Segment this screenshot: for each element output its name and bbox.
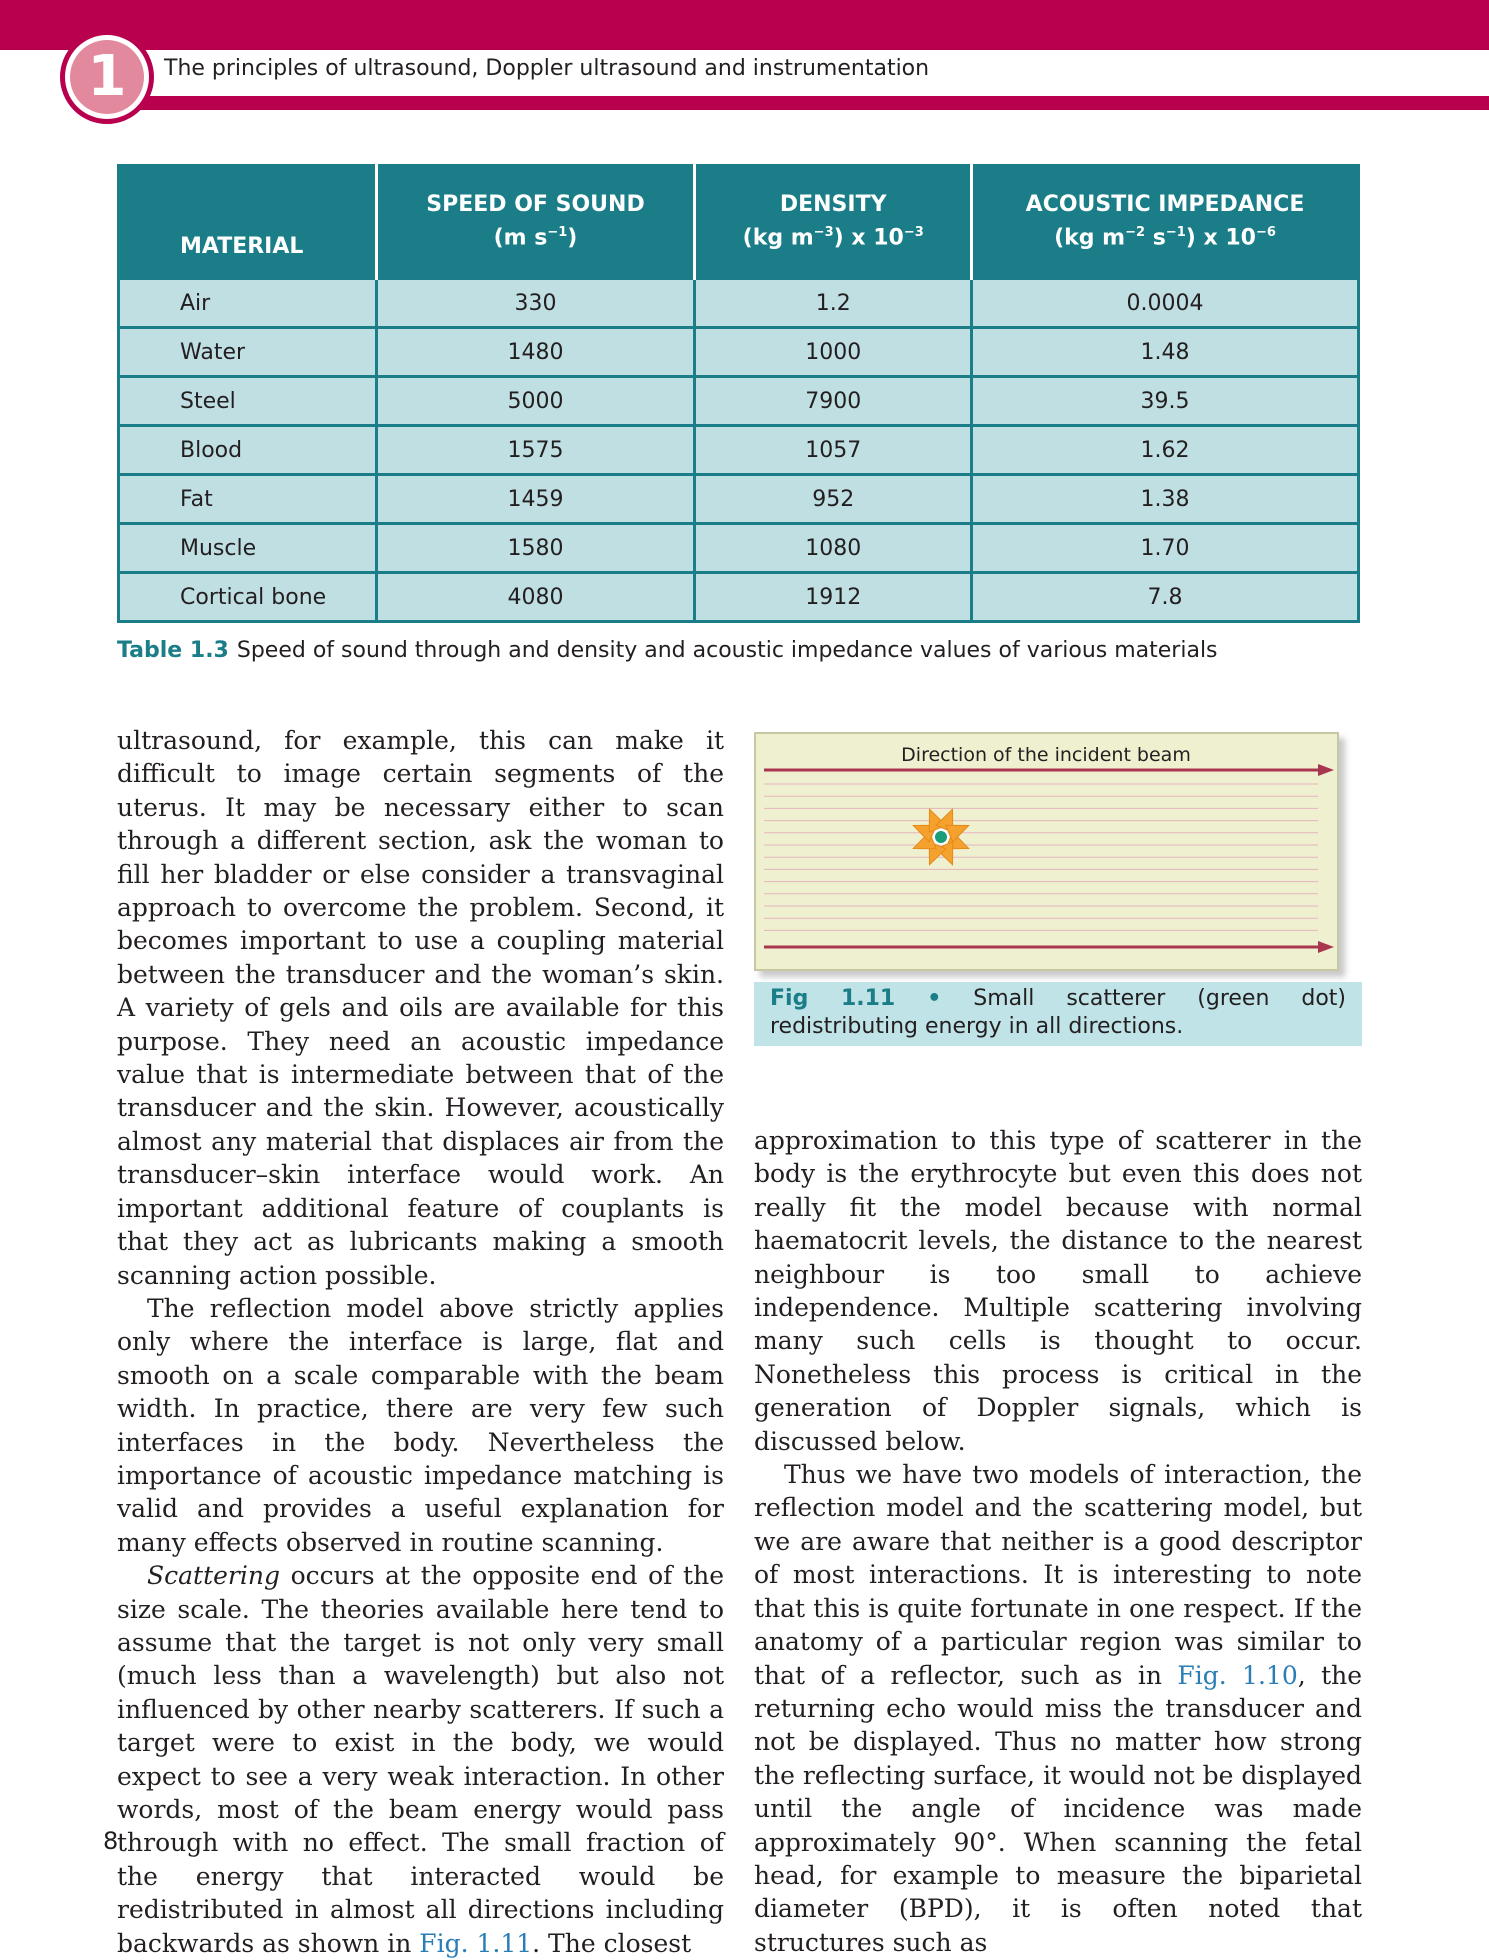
table-cell: 330 (376, 279, 695, 328)
header-material: MATERIAL (119, 166, 377, 279)
table-header-row (119, 166, 1359, 279)
table-cell: 1000 (695, 328, 972, 377)
table-cell: 1575 (376, 426, 695, 475)
table-cell: 7900 (695, 377, 972, 426)
table-cell: 1.70 (972, 524, 1359, 573)
caption-bullet: • (927, 986, 942, 1011)
paragraph: The reflection model above strictly applies only where the interface is large, flat and smooth on a scale comparable with the beam width. In practice, there are very few such interfaces in the body. Nevertheless the importance of acoustic impedance matching is valid and provides a useful explanation for many effects observed in routine scanning. (117, 1293, 724, 1557)
header-density: DENSITY (kg $m^{-3}$) x $10^{-3}$ (695, 166, 972, 279)
figure-scatterer-diagram (754, 732, 1339, 971)
table-cell: 1.2 (695, 279, 972, 328)
table-cell: 5000 (376, 377, 695, 426)
paragraph: ultrasound, for example, this can make it difficult to image certain segments of the uterus. It may be necessary either to scan through a different section, ask the woman to fill her bladder or else consider a transvaginal approach to overcome the problem. Second, it becomes important to use a coupling material between the transducer and the woman’s skin. A variety of gels and oils are available for this purpose. They need an acoustic impedance value that is intermediate between that of the transducer and the skin. However, acoustically almost any material that displaces air from the transducer–skin interface would work. An important additional feature of couplants is that they act as lubricants making a smooth scanning action possible. (117, 726, 724, 1290)
table-cell: 1912 (695, 573, 972, 622)
table-cell: Air (119, 279, 377, 328)
materials-table (117, 164, 1360, 623)
incident-beam-lines (764, 784, 1318, 930)
paragraph: Scattering occurs at the opposite end of the size scale. The theories available here tend to assume that the target is not only very small (much less than a wavelength) but also not influenced by other nearby scatterers. If such a target were to exist in the body, we would expect to see a very weak interaction. In other words, most of the beam energy would pass through with no effect. The small fraction of the energy that interacted would be redistributed in almost all directions including backwards as shown in Fig. 1.11. The closest (117, 1561, 724, 1958)
table-row (119, 524, 1359, 573)
header-top-band (0, 0, 1489, 50)
table-cell: Cortical bone (119, 573, 377, 622)
table-caption-text: Speed of sound through and density and acoustic impedance values of various materials (236, 638, 1218, 663)
table-row (119, 426, 1359, 475)
table-row (119, 377, 1359, 426)
table-cell: 7.8 (972, 573, 1359, 622)
figure-title: Direction of the incident beam (901, 744, 1191, 766)
left-column-text (117, 724, 724, 1960)
table-caption (117, 638, 1218, 663)
table-cell: 1580 (376, 524, 695, 573)
arrowhead-bottom (1318, 941, 1334, 953)
table-cell: 4080 (376, 573, 695, 622)
table-cell: 1.38 (972, 475, 1359, 524)
table-row (119, 475, 1359, 524)
figure-caption-text: Small scatterer (green dot) redistributing energy in all directions. (770, 986, 1347, 1039)
paragraph: Thus we have two models of interaction, the reflection model and the scattering model, but we are aware that neither is a good descriptor of most interactions. It is interesting to note that this is quite fortunate in one respect. If the anatomy of a particular region was similar to that of a reflector, such as in Fig. 1.10, the returning echo would miss the transducer and not be displayed. Thus no matter how strong the reflecting surface, it would not be displayed until the angle of incidence was made approximately 90°. When scanning the fetal head, for example to measure the biparietal diameter (BPD), it is often noted that structures such as (754, 1460, 1363, 1957)
table-cell: 952 (695, 475, 972, 524)
table-row (119, 279, 1359, 328)
table-cell: Steel (119, 377, 377, 426)
figure-caption (754, 982, 1362, 1046)
figure-reference-link[interactable]: Fig. 1.10 (1177, 1660, 1298, 1690)
header-rule (90, 96, 1489, 110)
chapter-number: 1 (70, 40, 144, 114)
table-cell: 1.48 (972, 328, 1359, 377)
right-column-text (754, 1124, 1362, 1959)
arrowhead-top (1318, 764, 1334, 776)
scatterer-green-dot (934, 830, 948, 844)
table-cell: Water (119, 328, 377, 377)
chapter-badge (60, 30, 154, 124)
table-row (119, 328, 1359, 377)
table-row (119, 573, 1359, 622)
table-cell: 1.62 (972, 426, 1359, 475)
table-cell: 0.0004 (972, 279, 1359, 328)
page-number: 8 (103, 1827, 119, 1855)
table-cell: 1480 (376, 328, 695, 377)
table-cell: Fat (119, 475, 377, 524)
figure-caption-label: Fig 1.11 (770, 986, 896, 1011)
table-cell: 1080 (695, 524, 972, 573)
table-cell: Blood (119, 426, 377, 475)
table-cell: 1459 (376, 475, 695, 524)
scatter-diagram-svg (756, 734, 1337, 969)
table-caption-label: Table 1.3 (117, 638, 229, 663)
header-speed: SPEED OF SOUND (m $s^{-1}$) (376, 166, 695, 279)
table-cell: 39.5 (972, 377, 1359, 426)
paragraph: approximation to this type of scatterer in the body is the erythrocyte but even this does not really fit the model because with normal haematocrit levels, the distance to the nearest neighbour is too small to achieve independence. Multiple scattering involving many such cells is thought to occur. Nonetheless this process is critical in the generation of Doppler signals, which is discussed below. (754, 1126, 1362, 1456)
figure-reference-link[interactable]: Fig. 1.11 (419, 1928, 533, 1958)
header-impedance: ACOUSTIC IMPEDANCE (kg $m^{-2}$ $s^{-1}$) x $10^{-6}$ (972, 166, 1359, 279)
table-cell: Muscle (119, 524, 377, 573)
running-title: The principles of ultrasound, Doppler ultrasound and instrumentation (164, 56, 930, 81)
table-cell: 1057 (695, 426, 972, 475)
